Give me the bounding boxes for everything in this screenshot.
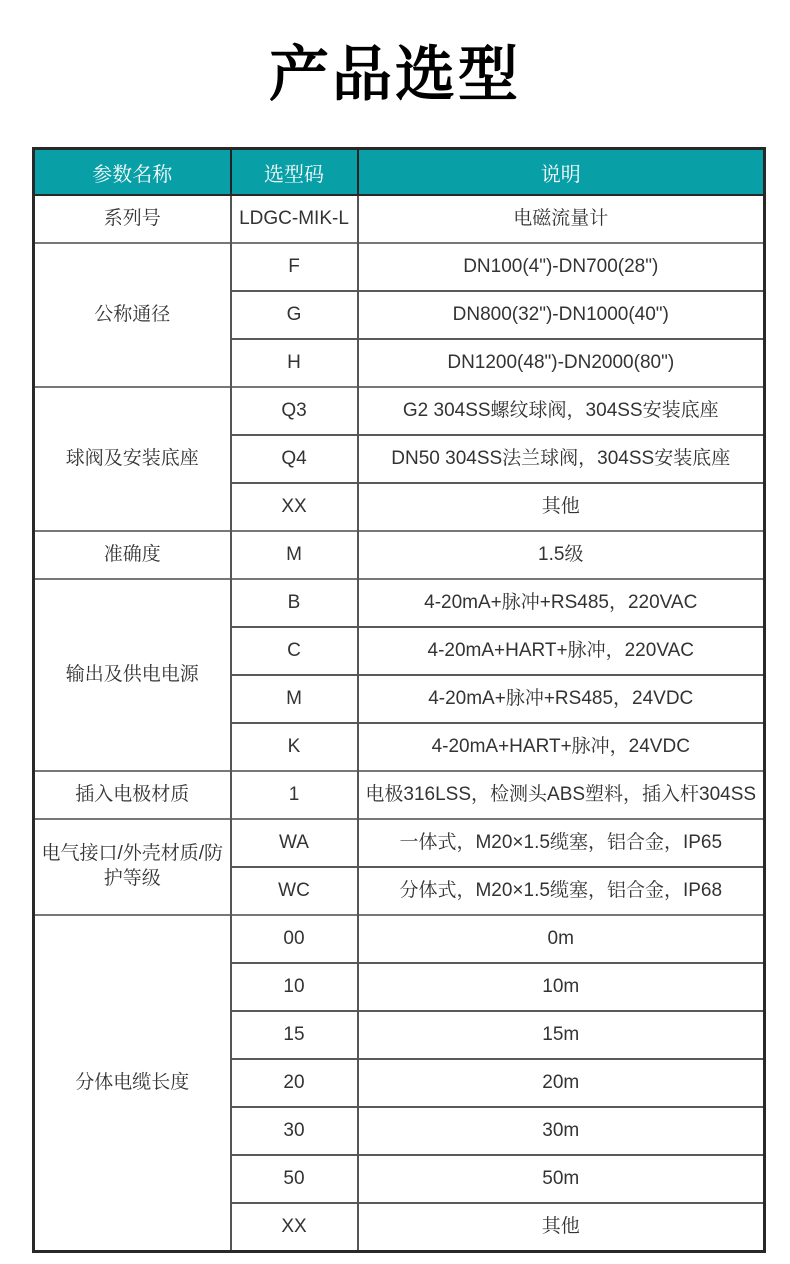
code-cell: Q3 [231, 387, 358, 435]
code-cell: M [231, 675, 358, 723]
header-row [34, 149, 765, 196]
desc-cell: 一体式，M20×1.5缆塞，铝合金，IP65 [358, 819, 765, 867]
code-cell: F [231, 243, 358, 291]
code-cell: B [231, 579, 358, 627]
code-cell: G [231, 291, 358, 339]
table-row [34, 531, 765, 579]
table-row [34, 915, 765, 963]
param-cell: 电气接口/外壳材质/防护等级 [34, 819, 231, 915]
code-cell: 10 [231, 963, 358, 1011]
code-cell: XX [231, 483, 358, 531]
desc-cell: 15m [358, 1011, 765, 1059]
code-cell: M [231, 531, 358, 579]
desc-cell: 30m [358, 1107, 765, 1155]
param-cell: 准确度 [34, 531, 231, 579]
code-cell: H [231, 339, 358, 387]
product-selection-table [32, 147, 766, 1253]
code-cell: 00 [231, 915, 358, 963]
code-cell: WA [231, 819, 358, 867]
desc-cell: 0m [358, 915, 765, 963]
desc-cell: 分体式，M20×1.5缆塞，铝合金，IP68 [358, 867, 765, 915]
table-row [34, 819, 765, 867]
code-cell: Q4 [231, 435, 358, 483]
param-cell: 分体电缆长度 [34, 915, 231, 1252]
desc-cell: 20m [358, 1059, 765, 1107]
table-row [34, 579, 765, 627]
page-title: 产品选型 [269, 41, 521, 108]
code-cell: C [231, 627, 358, 675]
col-header-code: 选型码 [231, 149, 358, 196]
table-row [34, 243, 765, 291]
desc-cell: 4-20mA+HART+脉冲，220VAC [358, 627, 765, 675]
table-row [34, 387, 765, 435]
param-cell: 插入电极材质 [34, 771, 231, 819]
desc-cell: DN100(4")-DN700(28") [358, 243, 765, 291]
col-header-param: 参数名称 [34, 149, 231, 196]
desc-cell: 其他 [358, 483, 765, 531]
param-cell: 系列号 [34, 195, 231, 243]
product-selection-table-wrap [32, 147, 763, 1253]
desc-cell: 电极316LSS，检测头ABS塑料，插入杆304SS [358, 771, 765, 819]
desc-cell: 电磁流量计 [358, 195, 765, 243]
col-header-desc: 说明 [358, 149, 765, 196]
code-cell: LDGC-MIK-L [231, 195, 358, 243]
desc-cell: 4-20mA+HART+脉冲，24VDC [358, 723, 765, 771]
desc-cell: DN50 304SS法兰球阀，304SS安装底座 [358, 435, 765, 483]
desc-cell: 4-20mA+脉冲+RS485，220VAC [358, 579, 765, 627]
desc-cell: 1.5级 [358, 531, 765, 579]
param-cell: 球阀及安装底座 [34, 387, 231, 531]
code-cell: 1 [231, 771, 358, 819]
desc-cell: 10m [358, 963, 765, 1011]
code-cell: XX [231, 1203, 358, 1252]
code-cell: 50 [231, 1155, 358, 1203]
table-row [34, 195, 765, 243]
desc-cell: DN800(32")-DN1000(40") [358, 291, 765, 339]
desc-cell: 其他 [358, 1203, 765, 1252]
code-cell: WC [231, 867, 358, 915]
code-cell: 15 [231, 1011, 358, 1059]
code-cell: K [231, 723, 358, 771]
param-cell: 输出及供电电源 [34, 579, 231, 771]
desc-cell: 50m [358, 1155, 765, 1203]
table-row [34, 771, 765, 819]
desc-cell: 4-20mA+脉冲+RS485，24VDC [358, 675, 765, 723]
code-cell: 20 [231, 1059, 358, 1107]
desc-cell: DN1200(48")-DN2000(80") [358, 339, 765, 387]
code-cell: 30 [231, 1107, 358, 1155]
desc-cell: G2 304SS螺纹球阀，304SS安装底座 [358, 387, 765, 435]
param-cell: 公称通径 [34, 243, 231, 387]
